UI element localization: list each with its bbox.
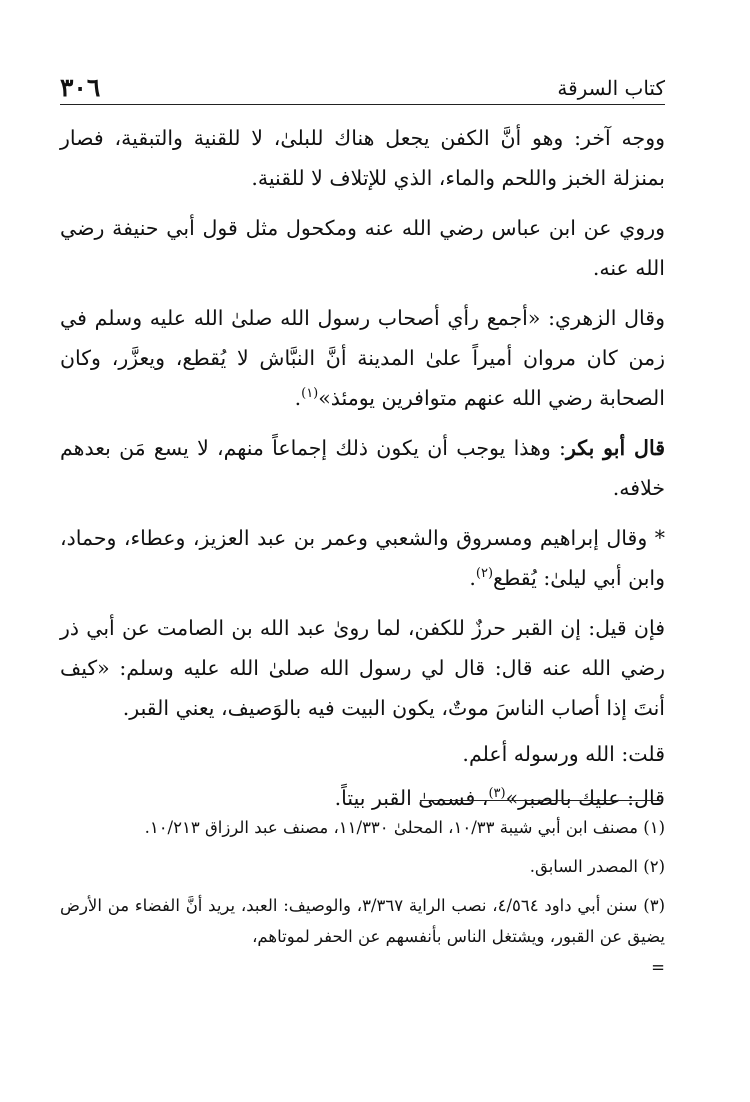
paragraph-text: وروي عن ابن عباس رضي الله عنه ومكحول مثل قول أبي حنيفة رضي الله عنه. bbox=[60, 216, 665, 280]
paragraph-tail: . bbox=[294, 386, 302, 410]
paragraph-text: : وهذا يوجب أن يكون ذلك إجماعاً منهم، لا يسع مَن بعدهم خلافه. bbox=[60, 436, 665, 500]
paragraph bbox=[60, 118, 665, 198]
paragraph-text: قلت: الله ورسوله أعلم. bbox=[462, 742, 665, 766]
main-text bbox=[60, 118, 665, 828]
footnote-marker: (٣) bbox=[488, 786, 506, 802]
paragraph-tail: . bbox=[469, 566, 476, 590]
page-number: ٣٠٦ bbox=[60, 73, 101, 102]
continuation-mark: = bbox=[651, 958, 665, 977]
paragraph-text: قال: عليك بالصبر» bbox=[505, 786, 665, 810]
footnote-text: (١) مصنف ابن أبي شيبة ١٠/٣٣، المحلىٰ ١١/٣٣٠، مصنف عبد الرزاق ١٠/٢١٣. bbox=[144, 818, 665, 837]
paragraph-text: وقال الزهري: «أجمع رأي أصحاب رسول الله صلىٰ الله عليه وسلم في زمن كان مروان أميراً علىٰ المدينة أنَّ النبَّاش لا يُقطع، ويعزَّر، وكان الصحابة رضي الله عنهم متوافرين يومئذ» bbox=[60, 306, 665, 410]
paragraph bbox=[60, 518, 665, 598]
footnote bbox=[60, 851, 665, 882]
footnote-marker: (١) bbox=[301, 386, 319, 402]
footnote bbox=[60, 890, 665, 983]
footnote-text: (٢) المصدر السابق. bbox=[529, 857, 665, 876]
footnote-text: (٣) سنن أبي داود ٤/٥٦٤، نصب الراية ٣/٣٦٧، والوصيف: العبد، يريد أنَّ الفضاء من الأرض يضيق عن القبور، ويشتغل الناس بأنفسهم عن الحفر لموتاهم، bbox=[60, 896, 665, 946]
paragraph bbox=[60, 608, 665, 728]
paragraph-tail: ، فسمىٰ القبر بيتاً. bbox=[334, 786, 489, 810]
paragraph-text: فإن قيل: إن القبر حرزٌ للكفن، لما روىٰ عبد الله بن الصامت عن أبي ذر رضي الله عنه قال: قال لي رسول الله صلىٰ الله عليه وسلم: «كيف أنتَ إذا أصاب الناسَ موتٌ، يكون البيت فيه بالوَصيف، يعني القبر. bbox=[60, 616, 665, 720]
speaker-label: قال أبو بكر bbox=[565, 436, 665, 460]
footnote-marker: (٢) bbox=[475, 566, 494, 582]
paragraph-text: ووجه آخر: وهو أنَّ الكفن يجعل هناك للبلىٰ، لا للقنية والتبقية، فصار بمنزلة الخبز واللحم والماء، الذي للإتلاف لا للقنية. bbox=[60, 126, 665, 190]
paragraph bbox=[60, 208, 665, 288]
footnote-separator bbox=[420, 800, 662, 801]
footnotes bbox=[60, 812, 665, 991]
footnote bbox=[60, 812, 665, 843]
paragraph bbox=[60, 298, 665, 418]
paragraph bbox=[60, 428, 665, 508]
paragraph-text: * وقال إبراهيم ومسروق والشعبي وعمر بن عبد العزيز، وعطاء، وحماد، وابن أبي ليلىٰ: يُقطع bbox=[60, 526, 665, 590]
chapter-title: كتاب السرقة bbox=[557, 76, 665, 100]
running-header bbox=[60, 70, 665, 105]
paragraph bbox=[60, 734, 665, 774]
